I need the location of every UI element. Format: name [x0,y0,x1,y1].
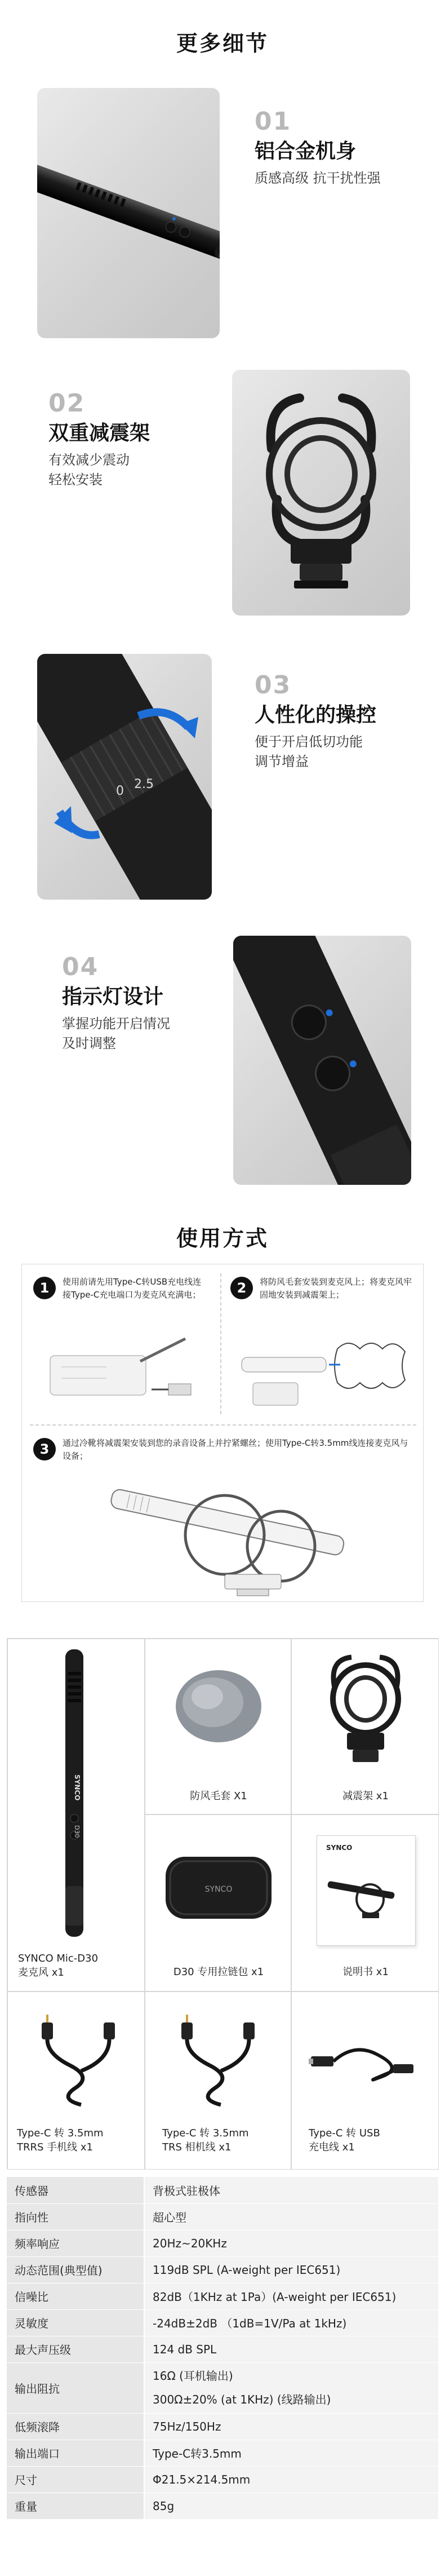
feature-heading: 双重减震架 [48,422,150,445]
spec-value-line-1: 16Ω (耳机输出) [153,2369,233,2383]
package-item-shockmount [291,1639,439,1814]
package-item-usb-cable [291,1991,439,2170]
indicator-light-photo [233,936,411,1185]
step-3-illustration [90,1473,360,1597]
bag-logo: SYNCO [204,1885,233,1894]
feature-03 [255,672,376,772]
spec-row [7,2283,438,2309]
caption-line-2: 充电线 x1 [309,2141,355,2154]
spec-key: 最大声压级 [7,2336,144,2362]
spec-row [7,2493,438,2519]
indicator-light-image [233,936,411,1185]
spec-value: 超心型 [144,2203,438,2230]
step-2-text: 将防风毛套安装到麦克风上；将麦克风牢固地安装到减震架上； [260,1277,412,1300]
feature-number: 03 [255,671,292,700]
spec-value: 20Hz~20KHz [144,2230,438,2256]
mic-brand-label: SYNCO [73,1774,81,1801]
usage-panel [21,1264,424,1602]
spec-row [7,2230,438,2256]
step-1-text: 使用前请先用Type-C转USB充电线连接Type-C充电端口为麦克风充满电； [63,1277,202,1300]
microphone-body-image [37,88,220,338]
windscreen-image [173,1664,264,1749]
spec-row [7,2203,438,2230]
package-item-trrs-cable [7,1991,145,2170]
caption-line-1: Type-C 转 USB [309,2127,380,2139]
package-item-zipper-bag [145,1814,291,1991]
spec-key: 频率响应 [7,2230,144,2256]
spec-key: 重量 [7,2493,144,2519]
caption-line-1: SYNCO Mic-D30 [18,1953,99,1964]
shock-mount-small-image [318,1654,413,1767]
spec-value-multi [144,2362,438,2413]
feature-heading: 指示灯设计 [62,985,164,1009]
spec-row [7,2256,438,2283]
package-caption [162,2126,249,2154]
svg-text:0: 0 [116,784,124,798]
spec-key: 灵敏度 [7,2309,144,2336]
step-3-badge: 3 [33,1438,56,1460]
feature-desc: 便于开启低切功能 [255,734,363,750]
caption-line-2: TRS 相机线 x1 [162,2141,232,2154]
package-caption: D30 专用拉链包 x1 [173,1966,264,1978]
spec-row [7,2362,438,2413]
manual-image [317,1835,416,1946]
package-caption [18,1951,98,1980]
package-item-windscreen [145,1639,291,1814]
manual-cover-mic [325,1870,410,1920]
spec-value: 背极式驻极体 [144,2177,438,2203]
step-2-badge: 2 [230,1277,253,1299]
feature-number: 01 [255,107,292,136]
trrs-cable-image [30,2015,126,2110]
feature-heading: 人性化的操控 [255,703,377,727]
spec-row [7,2177,438,2203]
step-3-text: 通过冷靴将减震架安装到您的录音设备上并拧紧螺丝；使用Type-C转3.5mm线连接麦克风与设备； [63,1438,408,1462]
step-1-illustration [39,1327,208,1423]
feature-desc-2: 调节增益 [255,753,309,769]
usb-cable-image [309,2031,421,2093]
caption-line-1: Type-C 转 3.5mm [162,2127,249,2139]
spec-value: 124 dB SPL [144,2336,438,2362]
package-item-mic [7,1639,145,1991]
spec-value-line-2: 300Ω±20% (at 1KHz) (线路输出) [153,2393,331,2406]
zipper-bag-image [162,1845,275,1930]
step-divider-vertical [220,1273,221,1414]
mic-model-label: D30 [73,1825,81,1838]
package-caption: 减震架 x1 [342,1790,389,1802]
feature-number: 04 [62,953,99,981]
step-2-illustration [236,1326,416,1417]
feature-desc: 有效减少震动 [48,452,130,468]
spec-value: 85g [144,2493,438,2519]
controls-photo [37,654,212,900]
package-caption [17,2126,104,2154]
package-contents-grid [7,1638,438,2169]
package-item-trs-cable [145,1991,291,2170]
spec-key: 低频滚降 [7,2413,144,2440]
specs-table [7,2177,438,2520]
spec-value: -24dB±2dB （1dB=1V/Pa at 1kHz) [144,2309,438,2336]
gain-dial-image [37,654,212,900]
spec-key: 传感器 [7,2177,144,2203]
spec-row [7,2413,438,2440]
spec-value: Type-C转3.5mm [144,2440,438,2466]
package-caption [309,2126,380,2154]
usage-section-title: 使用方式 [176,1226,269,1251]
shock-mount-image [232,370,410,616]
shock-mount-photo [232,370,410,616]
feature-02 [48,390,150,490]
spec-row [7,2440,438,2466]
caption-line-1: Type-C 转 3.5mm [17,2127,104,2139]
spec-key: 尺寸 [7,2466,144,2493]
spec-key: 输出阻抗 [7,2362,144,2413]
spec-row [7,2336,438,2362]
package-item-manual [291,1814,439,1991]
package-caption: 说明书 x1 [342,1966,389,1978]
package-caption: 防风毛套 X1 [190,1790,247,1802]
spec-row [7,2466,438,2493]
spec-key: 信噪比 [7,2283,144,2309]
spec-value: 75Hz/150Hz [144,2413,438,2440]
spec-row [7,2309,438,2336]
feature-04 [62,954,170,1054]
aluminum-body-photo [37,88,220,338]
spec-value: 82dB（1KHz at 1Pa）(A-weight per IEC651) [144,2283,438,2309]
feature-number: 02 [48,389,86,418]
caption-line-2: TRRS 手机线 x1 [17,2141,93,2154]
caption-line-2: 麦克风 x1 [18,1967,64,1979]
details-section-title: 更多细节 [176,31,269,56]
trs-cable-image [170,2015,266,2110]
step-1-badge: 1 [33,1277,56,1299]
feature-desc-2: 及时调整 [62,1035,116,1051]
feature-desc: 掌握功能开启情况 [62,1016,170,1032]
manual-brand: SYNCO [326,1844,353,1852]
step-divider-horizontal [30,1424,416,1426]
feature-01 [255,108,381,188]
feature-heading: 铝合金机身 [255,140,357,163]
spec-value: 119dB SPL (A-weight per IEC651) [144,2256,438,2283]
spec-value: Φ21.5×214.5mm [144,2466,438,2493]
feature-desc: 质感高级 抗干扰性强 [255,170,381,187]
spec-key: 指向性 [7,2203,144,2230]
feature-desc-2: 轻松安装 [48,471,103,488]
svg-text:2.5: 2.5 [134,777,154,791]
spec-key: 动态范围(典型值) [7,2256,144,2283]
spec-key: 输出端口 [7,2440,144,2466]
